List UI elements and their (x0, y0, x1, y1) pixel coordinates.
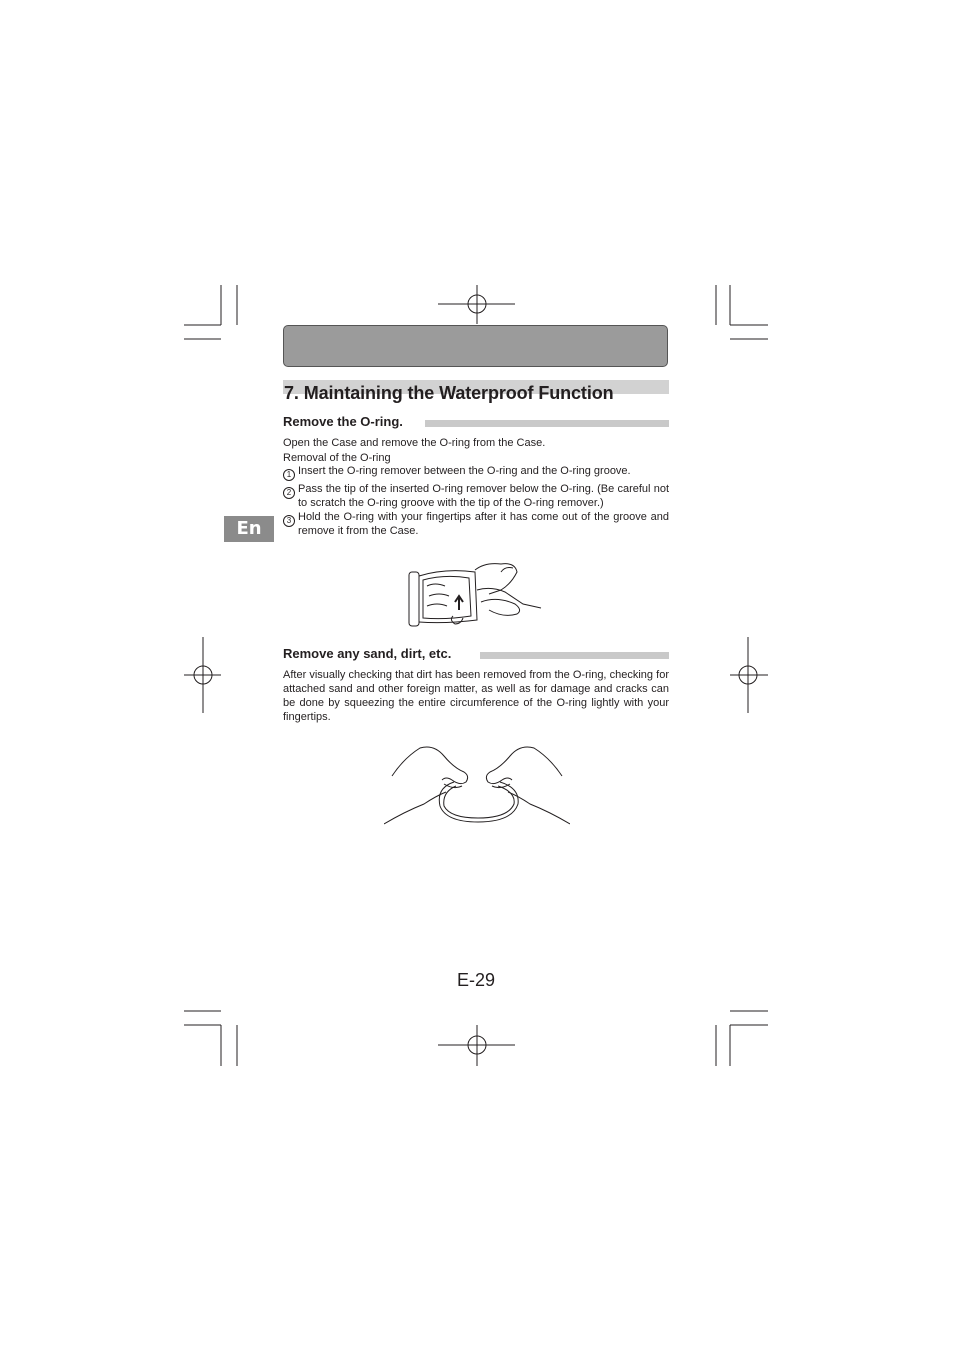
language-tab: En (224, 516, 274, 542)
section-heading: Remove any sand, dirt, etc. (283, 646, 452, 661)
step-text: Insert the O-ring remover between the O-ring and the O-ring groove. (298, 465, 631, 477)
list-item (283, 510, 669, 538)
section-heading: Remove the O-ring. (283, 414, 403, 429)
step-number: 1 (283, 469, 295, 481)
intro-text: Open the Case and remove the O-ring from the Case. (283, 437, 546, 449)
oring-removal-illustration (405, 560, 545, 630)
steps-list (283, 464, 669, 538)
list-item (283, 464, 669, 482)
step-text: Hold the O-ring with your fingertips after it has come out of the groove and remove it from the Case. (298, 511, 669, 537)
section-rule (480, 652, 669, 659)
page-number: E-29 (457, 970, 496, 990)
page-title: 7. Maintaining the Waterproof Function (284, 383, 614, 403)
step-number: 2 (283, 487, 295, 499)
step-text: Pass the tip of the inserted O-ring remover below the O-ring. (Be careful not to scratch the O-ring groove with the tip of the O-ring remover.) (298, 483, 669, 509)
header-banner (283, 325, 668, 367)
section-rule (425, 420, 669, 427)
step-number: 3 (283, 515, 295, 527)
list-item (283, 482, 669, 510)
subtitle-text: Removal of the O-ring (283, 452, 391, 464)
body-text: After visually checking that dirt has been removed from the O-ring, checking for attached sand and other foreign matter, as well as for damage and cracks can be done by squeezing the entire circumference of the O-ring lightly with your fingertips. (283, 669, 669, 723)
oring-squeeze-illustration (384, 742, 570, 828)
